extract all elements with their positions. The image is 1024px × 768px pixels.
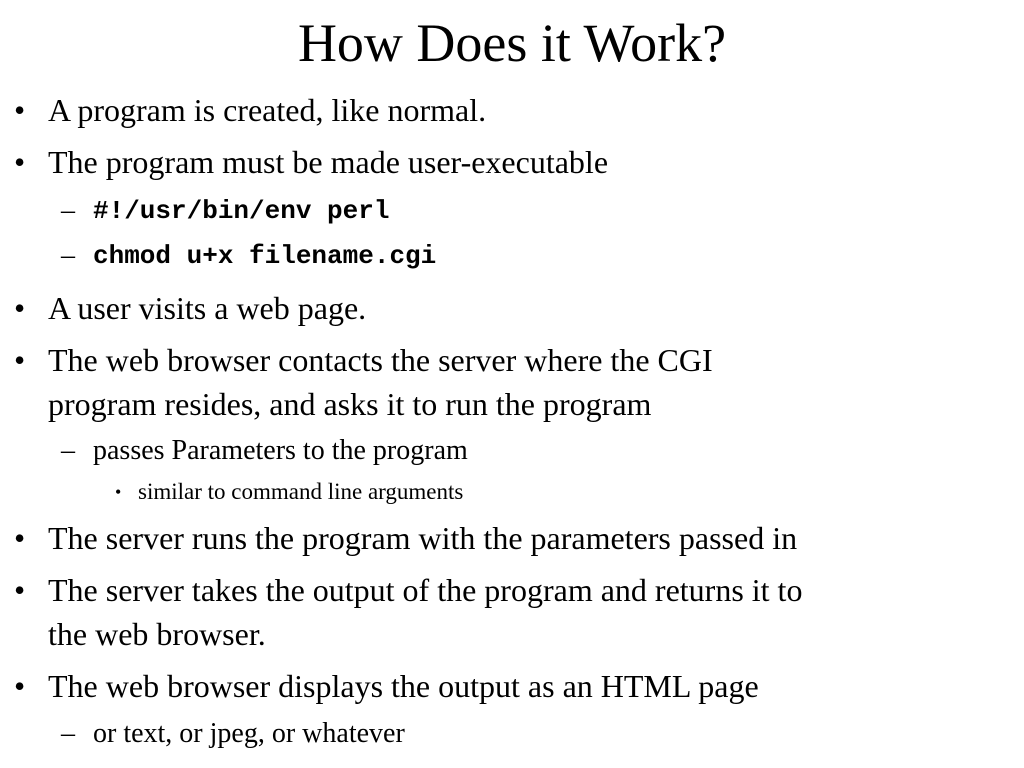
bullet-text: A program is created, like normal. [48, 92, 487, 128]
bullet-text: The web browser displays the output as an HTML page [48, 668, 759, 704]
bullet-text: The program must be made user-executable [48, 144, 609, 180]
bullet-marker: • [14, 290, 26, 326]
sub-bullet-marker: – [61, 240, 75, 271]
bullet-marker: • [14, 668, 26, 704]
sub-bullet-text: passes Parameters to the program [93, 435, 468, 466]
sub-bullet-marker: – [61, 435, 75, 466]
bullet-text: A user visits a web page. [48, 290, 367, 326]
bullet-text-line2: program resides, and asks it to run the program [48, 386, 652, 422]
sub-sub-bullet-text: similar to command line arguments [138, 479, 464, 504]
bullet-text-line1: The server takes the output of the program and returns it to [48, 572, 803, 608]
bullet-marker: • [14, 520, 26, 556]
bullet-marker: • [14, 572, 26, 608]
bullet-text-line2: the web browser. [48, 616, 266, 652]
bullet-marker: • [14, 342, 26, 378]
bullet-text: The server runs the program with the parameters passed in [48, 520, 798, 556]
bullet-text-line1: The web browser contacts the server where the CGI [48, 342, 713, 378]
slide-title: How Does it Work? [297, 13, 727, 73]
sub-bullet-marker: – [61, 718, 75, 749]
code-text: #!/usr/bin/env perl [93, 196, 390, 226]
sub-sub-bullet-marker: • [115, 482, 122, 502]
sub-bullet-marker: – [61, 195, 75, 226]
bullet-marker: • [14, 144, 26, 180]
code-text: chmod u+x filename.cgi [93, 241, 437, 271]
sub-bullet-text: or text, or jpeg, or whatever [93, 718, 405, 749]
bullet-marker: • [14, 92, 26, 128]
